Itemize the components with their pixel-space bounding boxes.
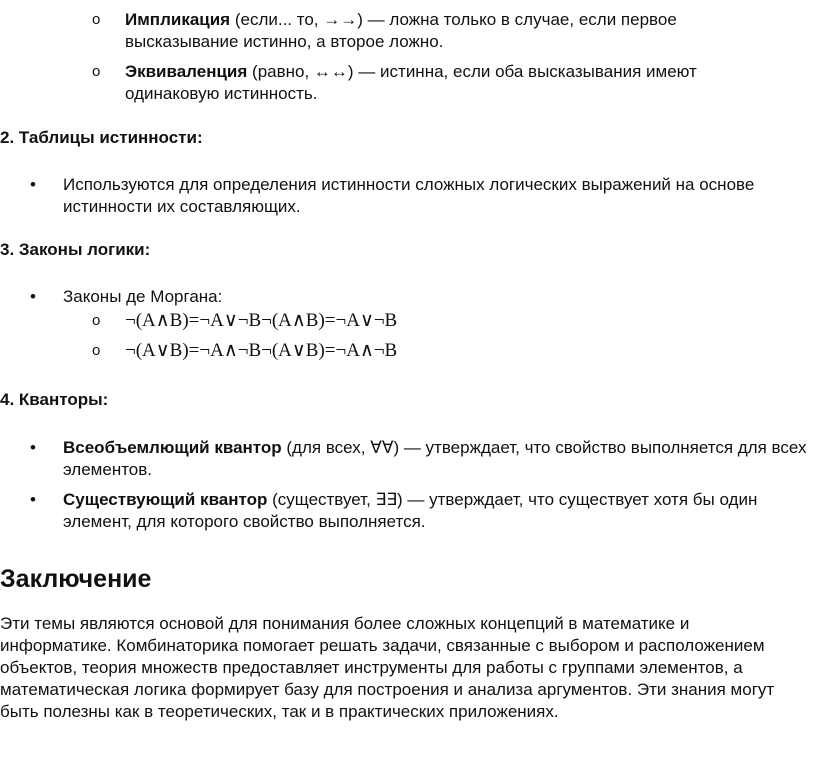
list-item-text <box>63 437 810 481</box>
formula-de-morgan-1: ¬(A∧B)=¬A∨¬B¬(A∧B)=¬A∨¬B <box>125 310 398 331</box>
list-item-text: Используются для определения истинности сложных логических выражений на основе истинности их составляющих. <box>63 175 755 216</box>
term-implication: Импликация <box>125 10 231 29</box>
list-item-truth-tables <box>30 174 810 218</box>
formula-item-1 <box>92 310 792 332</box>
list-item-de-morgan <box>30 286 810 308</box>
list-item-existential-quantifier <box>30 489 810 533</box>
section-heading-logic-laws: 3. Законы логики: <box>0 240 151 259</box>
bullet-marker: • <box>30 438 36 457</box>
list-item-implication <box>92 9 792 53</box>
bullet-marker: • <box>30 287 36 306</box>
universal-quantifier-description: (для всех, ∀∀) — утверждает, что свойство выполняется для всех элементов. <box>63 438 807 479</box>
sub-bullet-marker: o <box>92 11 101 28</box>
section-heading-quantifiers: 4. Кванторы: <box>0 390 109 409</box>
term-equivalence: Эквиваленция <box>125 62 248 81</box>
formula-item-2 <box>92 340 792 362</box>
list-item-text <box>125 61 792 105</box>
list-item-text: Законы де Моргана: <box>63 287 223 306</box>
formula-de-morgan-2: ¬(A∨B)=¬A∧¬B¬(A∨B)=¬A∧¬B <box>125 340 398 361</box>
term-existential-quantifier: Существующий квантор <box>63 490 268 509</box>
equivalence-description: (равно, ↔↔) — истинна, если оба высказывания имеют одинаковую истинность. <box>125 62 697 103</box>
sub-bullet-marker: o <box>92 342 101 359</box>
list-item-text <box>125 9 792 53</box>
bullet-marker: • <box>30 175 36 194</box>
conclusion-paragraph: Эти темы являются основой для понимания более сложных концепций в математике и информатике. Комбинаторика помогает решать задачи, связанные с выбором и расположением объектов, теория множеств предоставляет инструменты для работы с группами элементов, а математическая логика формирует базу для построения и анализа аргументов. Эти знания могут быть полезны как в теоретических, так и в практических приложениях. <box>0 614 775 721</box>
conclusion-heading: Заключение <box>0 565 152 593</box>
implication-description: (если... то, →→) — ложна только в случае, если первое высказывание истинно, а второе ложно. <box>125 10 677 51</box>
existential-quantifier-description: (существует, ∃∃) — утверждает, что существует хотя бы один элемент, для которого свойство выполняется. <box>63 490 758 531</box>
sub-bullet-marker: o <box>92 63 101 80</box>
list-item-text <box>63 489 810 533</box>
list-item-equivalence <box>92 61 792 105</box>
bullet-marker: • <box>30 490 36 509</box>
term-universal-quantifier: Всеобъемлющий квантор <box>63 438 282 457</box>
section-heading-truth-tables: 2. Таблицы истинности: <box>0 128 203 147</box>
sub-bullet-marker: o <box>92 312 101 329</box>
list-item-universal-quantifier <box>30 437 810 481</box>
